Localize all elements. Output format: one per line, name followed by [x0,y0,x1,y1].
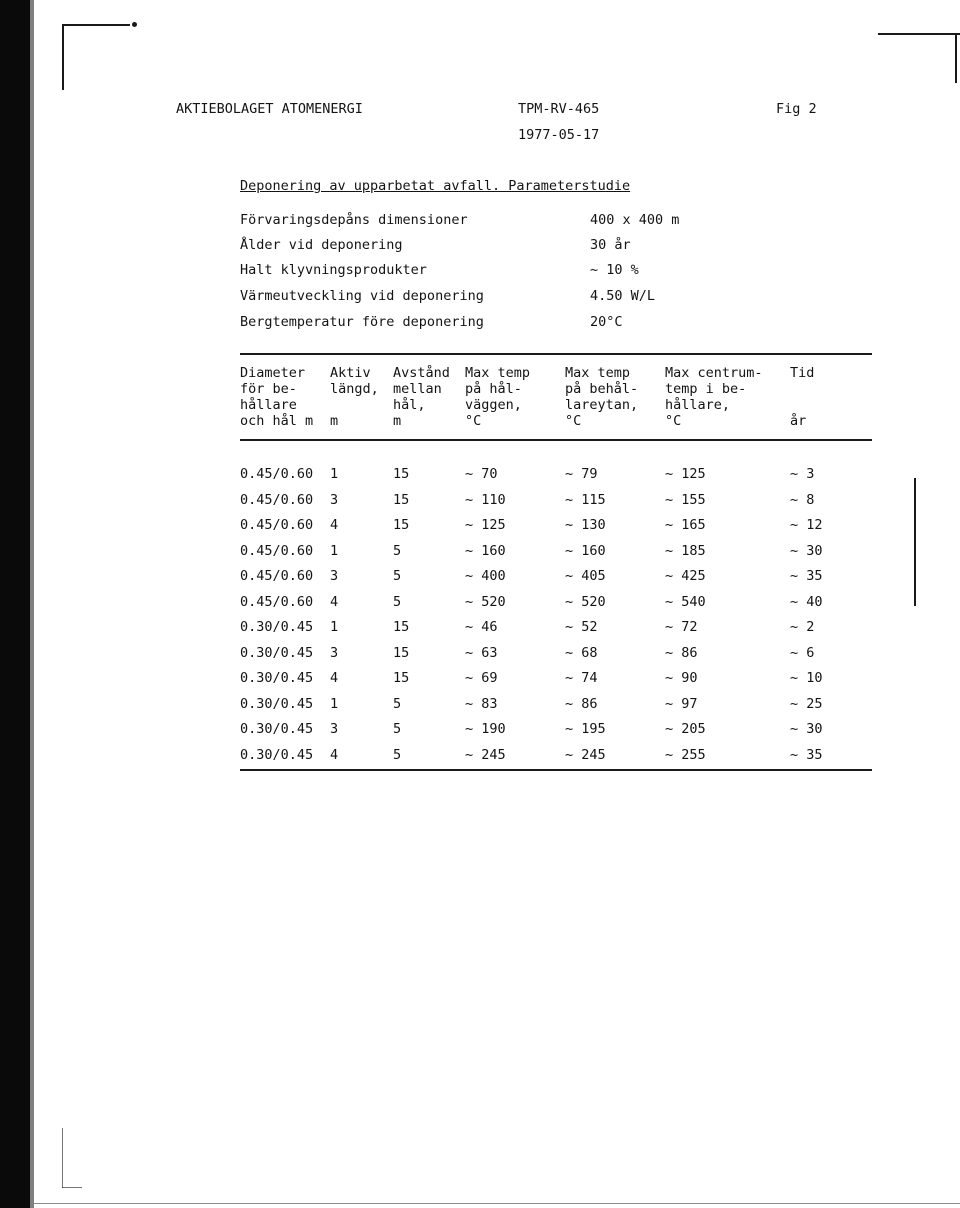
table-cell: 0.45/0.60 [240,593,314,610]
table-cell: ~ 115 [565,491,606,508]
table-header-rule [240,439,872,441]
table-cell: ~ 125 [465,517,506,533]
parameter-label: Bergtemperatur före deponering [240,314,484,330]
table-row [0,517,960,537]
table-cell: 5 [393,746,402,763]
table-cell: 0.30/0.45 [240,670,314,686]
parameter-value: 30 år [590,237,631,253]
table-cell: ~ 130 [565,517,606,533]
table-cell: 15 [393,670,410,686]
table-cell: ~ 74 [565,670,598,686]
table-cell: ~ 185 [665,542,706,559]
table-cell: ~ 8 [790,491,815,508]
table-cell: 0.45/0.60 [240,542,314,559]
table-row [0,721,960,741]
figure-label: Fig 2 [776,101,817,117]
table-cell: ~ 68 [565,644,598,661]
table-bottom-rule [240,769,872,771]
table-cell: ~ 35 [790,746,823,763]
table-cell: 1 [330,542,339,559]
table-cell: ~ 190 [465,721,506,737]
table-cell: 5 [393,695,402,712]
table-cell: ~ 30 [790,721,823,737]
table-cell: ~ 12 [790,517,823,533]
table-cell: 3 [330,644,339,661]
table-cell: ~ 255 [665,746,706,763]
table-cell: ~ 110 [465,491,506,508]
page-title: Deponering av upparbetat avfall. Parameterstudie [240,178,631,194]
table-cell: ~ 83 [465,695,498,712]
table-cell: 5 [393,721,402,737]
company-name: AKTIEBOLAGET ATOMENERGI [176,101,363,117]
corner-mark-top-right-horizontal [878,33,960,35]
report-date: 1977-05-17 [518,127,600,143]
column-header-max-center-temp: Max centrum- temp i be- hållare, °C [665,365,763,429]
parameter-value: 4.50 W/L [590,288,656,304]
table-cell: 1 [330,695,339,712]
table-cell: ~ 540 [665,593,706,610]
table-row [0,568,960,588]
table-cell: ~ 86 [665,644,698,661]
table-cell: ~ 520 [465,593,506,610]
corner-mark-top-left-vertical [62,24,64,90]
column-header-diameter: Diameter för be- hållare och hål m [240,365,314,429]
table-cell: ~ 245 [565,746,606,763]
parameter-value: ~ 10 % [590,262,639,278]
parameter-value: 20°C [590,314,623,330]
parameter-value: 400 x 400 m [590,212,680,228]
corner-mark-dot [132,22,137,27]
table-cell: ~ 79 [565,466,598,482]
table-cell: ~ 52 [565,619,598,635]
corner-mark-bottom-left-horizontal [62,1187,82,1188]
table-cell: ~ 25 [790,695,823,712]
table-row [0,696,960,716]
parameter-label: Halt klyvningsprodukter [240,262,427,278]
table-cell: 0.30/0.45 [240,695,314,712]
table-top-rule [240,353,872,355]
table-row [0,492,960,512]
table-cell: ~ 46 [465,619,498,635]
table-cell: 0.30/0.45 [240,644,314,661]
table-cell: ~ 155 [665,491,706,508]
column-header-time: Tid år [790,365,815,429]
table-cell: ~ 40 [790,593,823,610]
table-row [0,466,960,486]
table-cell: 15 [393,491,410,508]
table-cell: 3 [330,721,339,737]
table-cell: 0.30/0.45 [240,746,314,763]
table-cell: ~ 69 [465,670,498,686]
table-cell: 15 [393,619,410,635]
table-cell: 0.45/0.60 [240,491,314,508]
table-cell: 4 [330,670,339,686]
column-header-active-length: Aktiv längd, m [330,365,379,429]
table-cell: ~ 2 [790,619,815,635]
table-cell: ~ 165 [665,517,706,533]
table-cell: ~ 520 [565,593,606,610]
corner-mark-top-right-vertical [955,33,957,83]
column-header-max-temp-container-surface: Max temp på behål- lareytan, °C [565,365,639,429]
parameter-label: Ålder vid deponering [240,237,403,253]
table-cell: 5 [393,593,402,610]
table-cell: ~ 86 [565,695,598,712]
corner-mark-top-left-horizontal [62,24,130,26]
table-cell: ~ 195 [565,721,606,737]
table-cell: ~ 160 [565,542,606,559]
table-cell: ~ 10 [790,670,823,686]
table-cell: ~ 3 [790,466,815,482]
table-cell: ~ 72 [665,619,698,635]
column-header-hole-spacing: Avstånd mellan hål, m [393,365,450,429]
table-row [0,645,960,665]
table-row [0,594,960,614]
parameter-label: Värmeutveckling vid deponering [240,288,484,304]
table-cell: 4 [330,517,339,533]
table-cell: 3 [330,491,339,508]
table-cell: 15 [393,466,410,482]
table-cell: ~ 400 [465,568,506,584]
table-cell: 4 [330,593,339,610]
table-cell: 4 [330,746,339,763]
bottom-edge-line [34,1203,960,1204]
table-row [0,747,960,767]
table-cell: 15 [393,644,410,661]
table-cell: ~ 63 [465,644,498,661]
table-cell: ~ 70 [465,466,498,482]
table-cell: ~ 405 [565,568,606,584]
parameter-label: Förvaringsdepåns dimensioner [240,212,468,228]
report-number: TPM-RV-465 [518,101,600,117]
corner-mark-bottom-left-vertical [62,1128,63,1188]
table-cell: ~ 35 [790,568,823,584]
table-cell: 0.30/0.45 [240,721,314,737]
table-row [0,670,960,690]
table-row [0,619,960,639]
table-cell: ~ 205 [665,721,706,737]
table-cell: ~ 30 [790,542,823,559]
column-header-max-temp-hole-wall: Max temp på hål- väggen, °C [465,365,531,429]
table-row [0,543,960,563]
table-cell: 0.30/0.45 [240,619,314,635]
table-cell: 1 [330,466,339,482]
table-cell: ~ 97 [665,695,698,712]
table-cell: ~ 245 [465,746,506,763]
table-cell: 15 [393,517,410,533]
table-cell: 5 [393,568,402,584]
table-cell: 1 [330,619,339,635]
table-cell: ~ 90 [665,670,698,686]
table-cell: 3 [330,568,339,584]
table-cell: ~ 6 [790,644,815,661]
table-cell: ~ 425 [665,568,706,584]
table-cell: ~ 125 [665,466,706,482]
table-cell: 0.45/0.60 [240,466,314,482]
table-cell: 5 [393,542,402,559]
table-cell: 0.45/0.60 [240,517,314,533]
table-cell: ~ 160 [465,542,506,559]
table-cell: 0.45/0.60 [240,568,314,584]
